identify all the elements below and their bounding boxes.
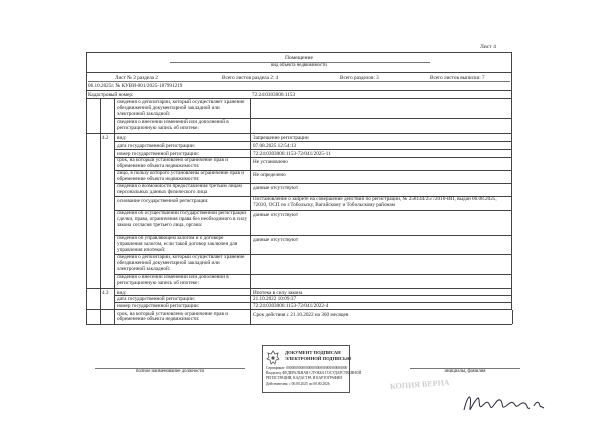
cadastral-number: 72:24:0303006:1153 <box>252 92 296 98</box>
entry-42-row-label: номер государственной регистрации: <box>117 150 200 157</box>
entry-42-row-value: Запрещение регистрации <box>253 134 309 141</box>
entry-42-row-label: сведения об управляющем залогом и о договоре управления залогом, если такой договор заключен для управления ипотекой: <box>117 235 238 253</box>
entry-43-row-label: срок, на который установлено ограничение прав и обременение объекта недвижимости: <box>117 310 228 323</box>
entry-42-row-value: Не определено <box>253 171 286 178</box>
entry-43-row-value: Ипотека в силу закона <box>253 289 303 296</box>
total-sheets-extract: Всего листов выписки: 7 <box>430 75 485 81</box>
entry-number-4-2: 4.2 <box>102 135 109 141</box>
total-sheets-section: Всего листов раздела 2: 4 <box>222 75 279 81</box>
entry-43-row-value: Срок действия с 21.10.2022 на 360 месяцев <box>253 312 349 318</box>
stamp-owner-2: РЕГИСТРАЦИИ, КАДАСТРА И КАРТОГРАФИИ <box>266 376 342 380</box>
entry-42-row-label: основание государственной регистрации: <box>117 197 209 204</box>
top-changes-label: сведения о внесении изменений или дополнений в регистрационную запись об ипотеке: <box>117 119 229 131</box>
emblem-icon <box>266 350 280 366</box>
stamp-certificate: Сертификат: 0000000000000000000000000000000000 <box>266 366 348 370</box>
entry-42-row-label: сведения о депозитарии, который осуществляет хранение обездвиженной документарной закладной или электронной закладной: <box>117 254 245 272</box>
entry-43-row-label: номер государственной регистрации: <box>117 302 200 309</box>
handwritten-signature <box>460 386 550 420</box>
document-reference: 06.10.2025г. № КУВИ-001/2025-187991219 <box>88 83 183 89</box>
heading-subtitle: вид объекта недвижимости <box>271 63 327 68</box>
position-label: полное наименование должности <box>135 369 205 374</box>
entry-42-row-label: сведения об осуществлении государственной регистрации сделки, права, ограничения права без необходимого в силу закона согласия третьего лица, органа: <box>117 210 248 228</box>
stamp-title: ДОКУМЕНТ ПОДПИСАН <box>285 350 341 355</box>
entry-42-row-label: лицо, в пользу которого установлены ограничение прав и обременение объекта недвижимости: <box>117 170 244 182</box>
top-depositary-label: сведения о депозитарии, который осуществляет хранение обездвиженной документарной закладной или электронной закладной: <box>117 99 245 117</box>
entry-42-row-label: срок, на который установлено ограничение прав и обременение объекта недвижимости: <box>117 157 228 169</box>
entry-42-row-label: вид: <box>117 134 127 141</box>
electronic-signature-stamp <box>262 345 362 393</box>
entry-42-row-label: сведения о внесении изменений или дополнений в регистрационную запись об ипотеке: <box>117 274 229 286</box>
copy-certified-watermark: КОПИЯ ВЕРНА <box>389 377 450 392</box>
sheet-section: Лист № 2 раздела 2 <box>115 75 158 81</box>
entry-42-row-value: данные отсутствуют <box>253 211 299 218</box>
stamp-owner: Владелец: ФЕДЕРАЛЬНАЯ СЛУЖБА ГОСУДАРСТВЕННОЙ <box>266 371 362 375</box>
entry-42-row-value: 72:24:0303006:1153-72/041/2025-11 <box>253 150 331 157</box>
entry-43-row-label: дата государственной регистрации: <box>117 296 196 302</box>
entry-42-row-value: 07.08.2025 12:54:13 <box>253 142 297 149</box>
entry-42-row-label: дата государственной регистрации: <box>117 142 196 149</box>
entry-43-row-value: 72:24:0303006:1153-72/041/2022-4 <box>253 302 329 309</box>
entry-42-row-value: Не установлено <box>253 158 288 165</box>
entry-42-row-label: сведения о возможности предоставления третьим лицам персональных данных физического лица <box>117 183 242 195</box>
stamp-validity: Действителен: с 00.00.2025 по 00.00.2026 <box>266 382 330 386</box>
entry-number-4-3: 4.3 <box>102 289 109 296</box>
entry-42-row-value: данные отсутствуют <box>253 236 299 243</box>
total-sections: Всего разделов: 3 <box>340 75 379 81</box>
entry-42-row-value: Постановление о запрете на совершение действий по регистрации, № 258144/25/72010-ИП, выдан 06.08.2025, 72010, ОСП по г.Тобольску, Вагайскому и Тобольскому районам <box>253 196 497 208</box>
heading-title: Помещение <box>284 55 313 61</box>
sheet-number: Лист 4 <box>480 44 496 50</box>
entry-43-row-value: 21.10.2022 10:09:37 <box>253 296 297 302</box>
entry-43-row-label: вид: <box>117 289 127 296</box>
initials-label: инициалы, фамилия <box>444 369 486 374</box>
entry-42-row-value: данные отсутствуют <box>253 184 299 191</box>
stamp-title-2: ЭЛЕКТРОННОЙ ПОДПИСЬЮ <box>285 356 352 361</box>
cadastral-label: Кадастровый номер: <box>88 92 134 98</box>
